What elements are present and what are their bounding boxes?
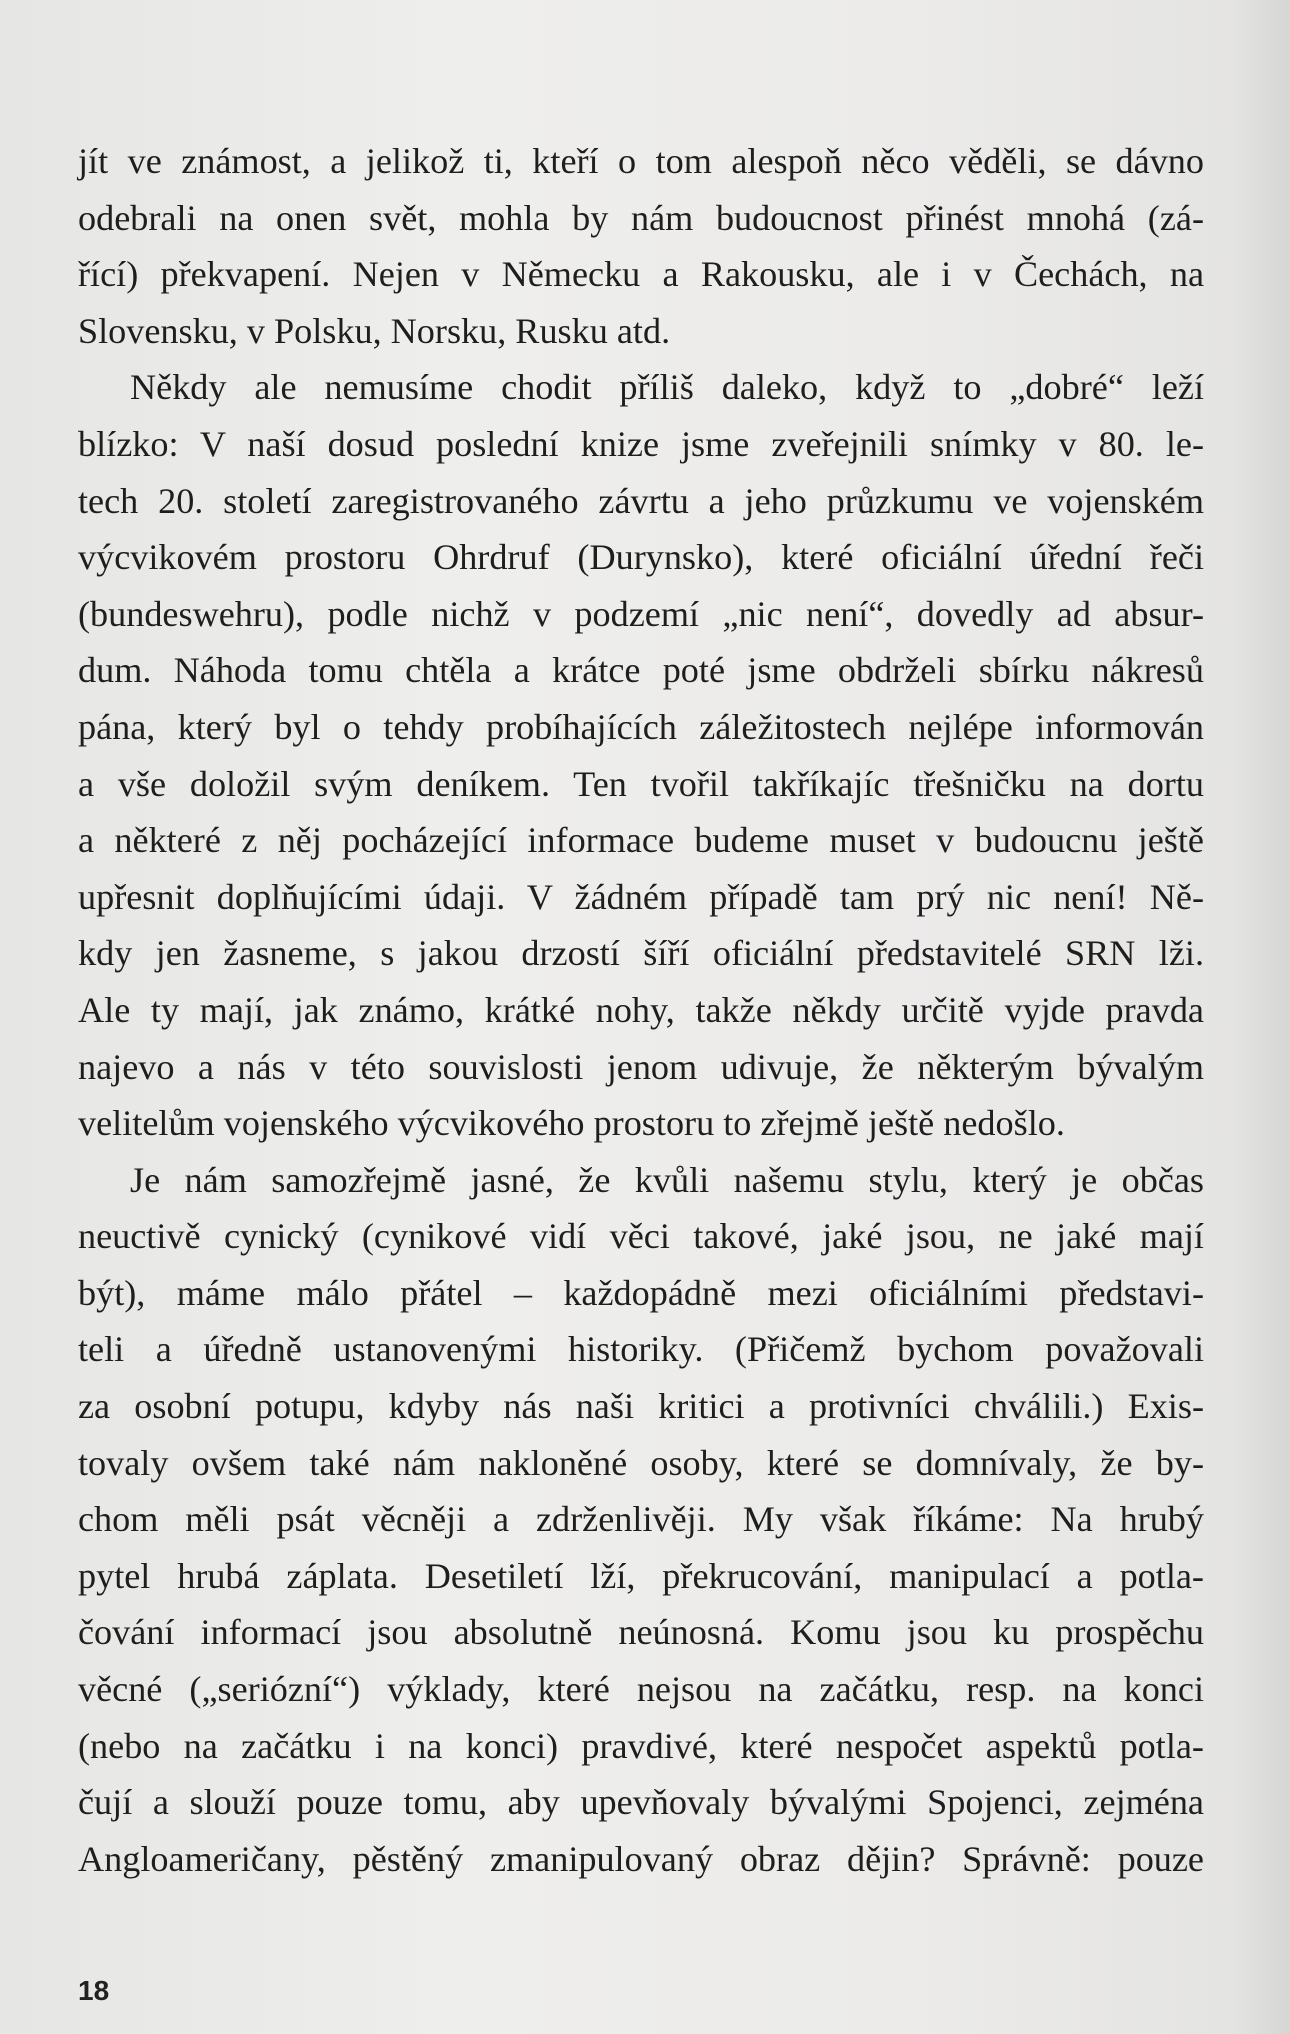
text-line: neuctivě cynický (cynikové vidí věci takové, jaké jsou, ne jaké mají xyxy=(78,1216,1204,1257)
text-line: věcné („seriózní“) výklady, které nejsou na začátku, resp. na konci xyxy=(78,1669,1204,1710)
text-line: Je nám samozřejmě jasné, že kvůli našemu stylu, který je občas xyxy=(130,1159,1204,1200)
text-line: tovaly ovšem také nám nakloněné osoby, které se domnívaly, že by- xyxy=(78,1442,1204,1483)
text-line: teli a úředně ustanovenými historiky. (Přičemž bychom považovali xyxy=(78,1329,1204,1370)
text-line: dum. Náhoda tomu chtěla a krátce poté jsme obdrželi sbírku nákresů xyxy=(78,650,1204,691)
text-line: Angloameričany, pěstěný zmanipulovaný obraz dějin? Správně: pouze xyxy=(78,1838,1204,1879)
text-line: řící) překvapení. Nejen v Německu a Rakousku, ale i v Čechách, na xyxy=(78,254,1204,295)
text-line: kdy jen žasneme, s jakou drzostí šíří oficiální představitelé SRN lži. xyxy=(78,933,1204,974)
text-line: čování informací jsou absolutně neúnosná. Komu jsou ku prospěchu xyxy=(78,1612,1204,1653)
text-line: pána, který byl o tehdy probíhajících záležitostech nejlépe informován xyxy=(78,706,1204,747)
page-number: 18 xyxy=(78,1975,110,2006)
text-line: jít ve známost, a jelikož ti, kteří o tom alespoň něco věděli, se dávno xyxy=(78,141,1204,181)
text-line: upřesnit doplňujícími údaji. V žádném případě tam prý nic není! Ně- xyxy=(78,876,1204,917)
page-edge-shadow xyxy=(1230,0,1290,2034)
text-line: (bundeswehru), podle nichž v podzemí „nic není“, dovedly ad absur- xyxy=(78,593,1204,634)
text-line: pytel hrubá záplata. Desetiletí lží, překrucování, manipulací a potla- xyxy=(78,1555,1204,1596)
text-line: najevo a nás v této souvislosti jenom udivuje, že některým bývalým xyxy=(78,1046,1204,1087)
text-line: velitelům vojenského výcvikového prostoru to zřejmě ještě nedošlo. xyxy=(78,1103,1065,1144)
text-line: Někdy ale nemusíme chodit příliš daleko, když to „dobré“ leží xyxy=(130,367,1204,408)
text-line: blízko: V naší dosud poslední knize jsme zveřejnili snímky v 80. le- xyxy=(78,423,1204,464)
text-line: být), máme málo přátel – každopádně mezi oficiálními představi- xyxy=(78,1272,1204,1313)
text-line: (nebo na začátku i na konci) pravdivé, které nespočet aspektů potla- xyxy=(78,1725,1204,1766)
text-line: čují a slouží pouze tomu, aby upevňovaly bývalými Spojenci, zejména xyxy=(78,1782,1204,1823)
text-line: tech 20. století zaregistrovaného závrtu a jeho průzkumu ve vojenském xyxy=(78,480,1204,521)
body-text xyxy=(78,133,1204,1887)
text-line: chom měli psát věcněji a zdrženlivěji. My však říkáme: Na hrubý xyxy=(78,1499,1204,1540)
text-line: a vše doložil svým deníkem. Ten tvořil takříkajíc třešničku na dortu xyxy=(78,763,1204,804)
text-line: odebrali na onen svět, mohla by nám budoucnost přinést mnohá (zá- xyxy=(78,197,1204,238)
text-line: za osobní potupu, kdyby nás naši kritici a protivníci chválili.) Exis- xyxy=(78,1386,1204,1427)
text-line: Ale ty mají, jak známo, krátké nohy, takže někdy určitě vyjde pravda xyxy=(78,989,1204,1030)
text-line: a některé z něj pocházející informace budeme muset v budoucnu ještě xyxy=(78,820,1204,861)
text-line: výcvikovém prostoru Ohrdruf (Durynsko), které oficiální úřední řeči xyxy=(78,537,1204,578)
text-line: Slovensku, v Polsku, Norsku, Rusku atd. xyxy=(78,310,671,351)
